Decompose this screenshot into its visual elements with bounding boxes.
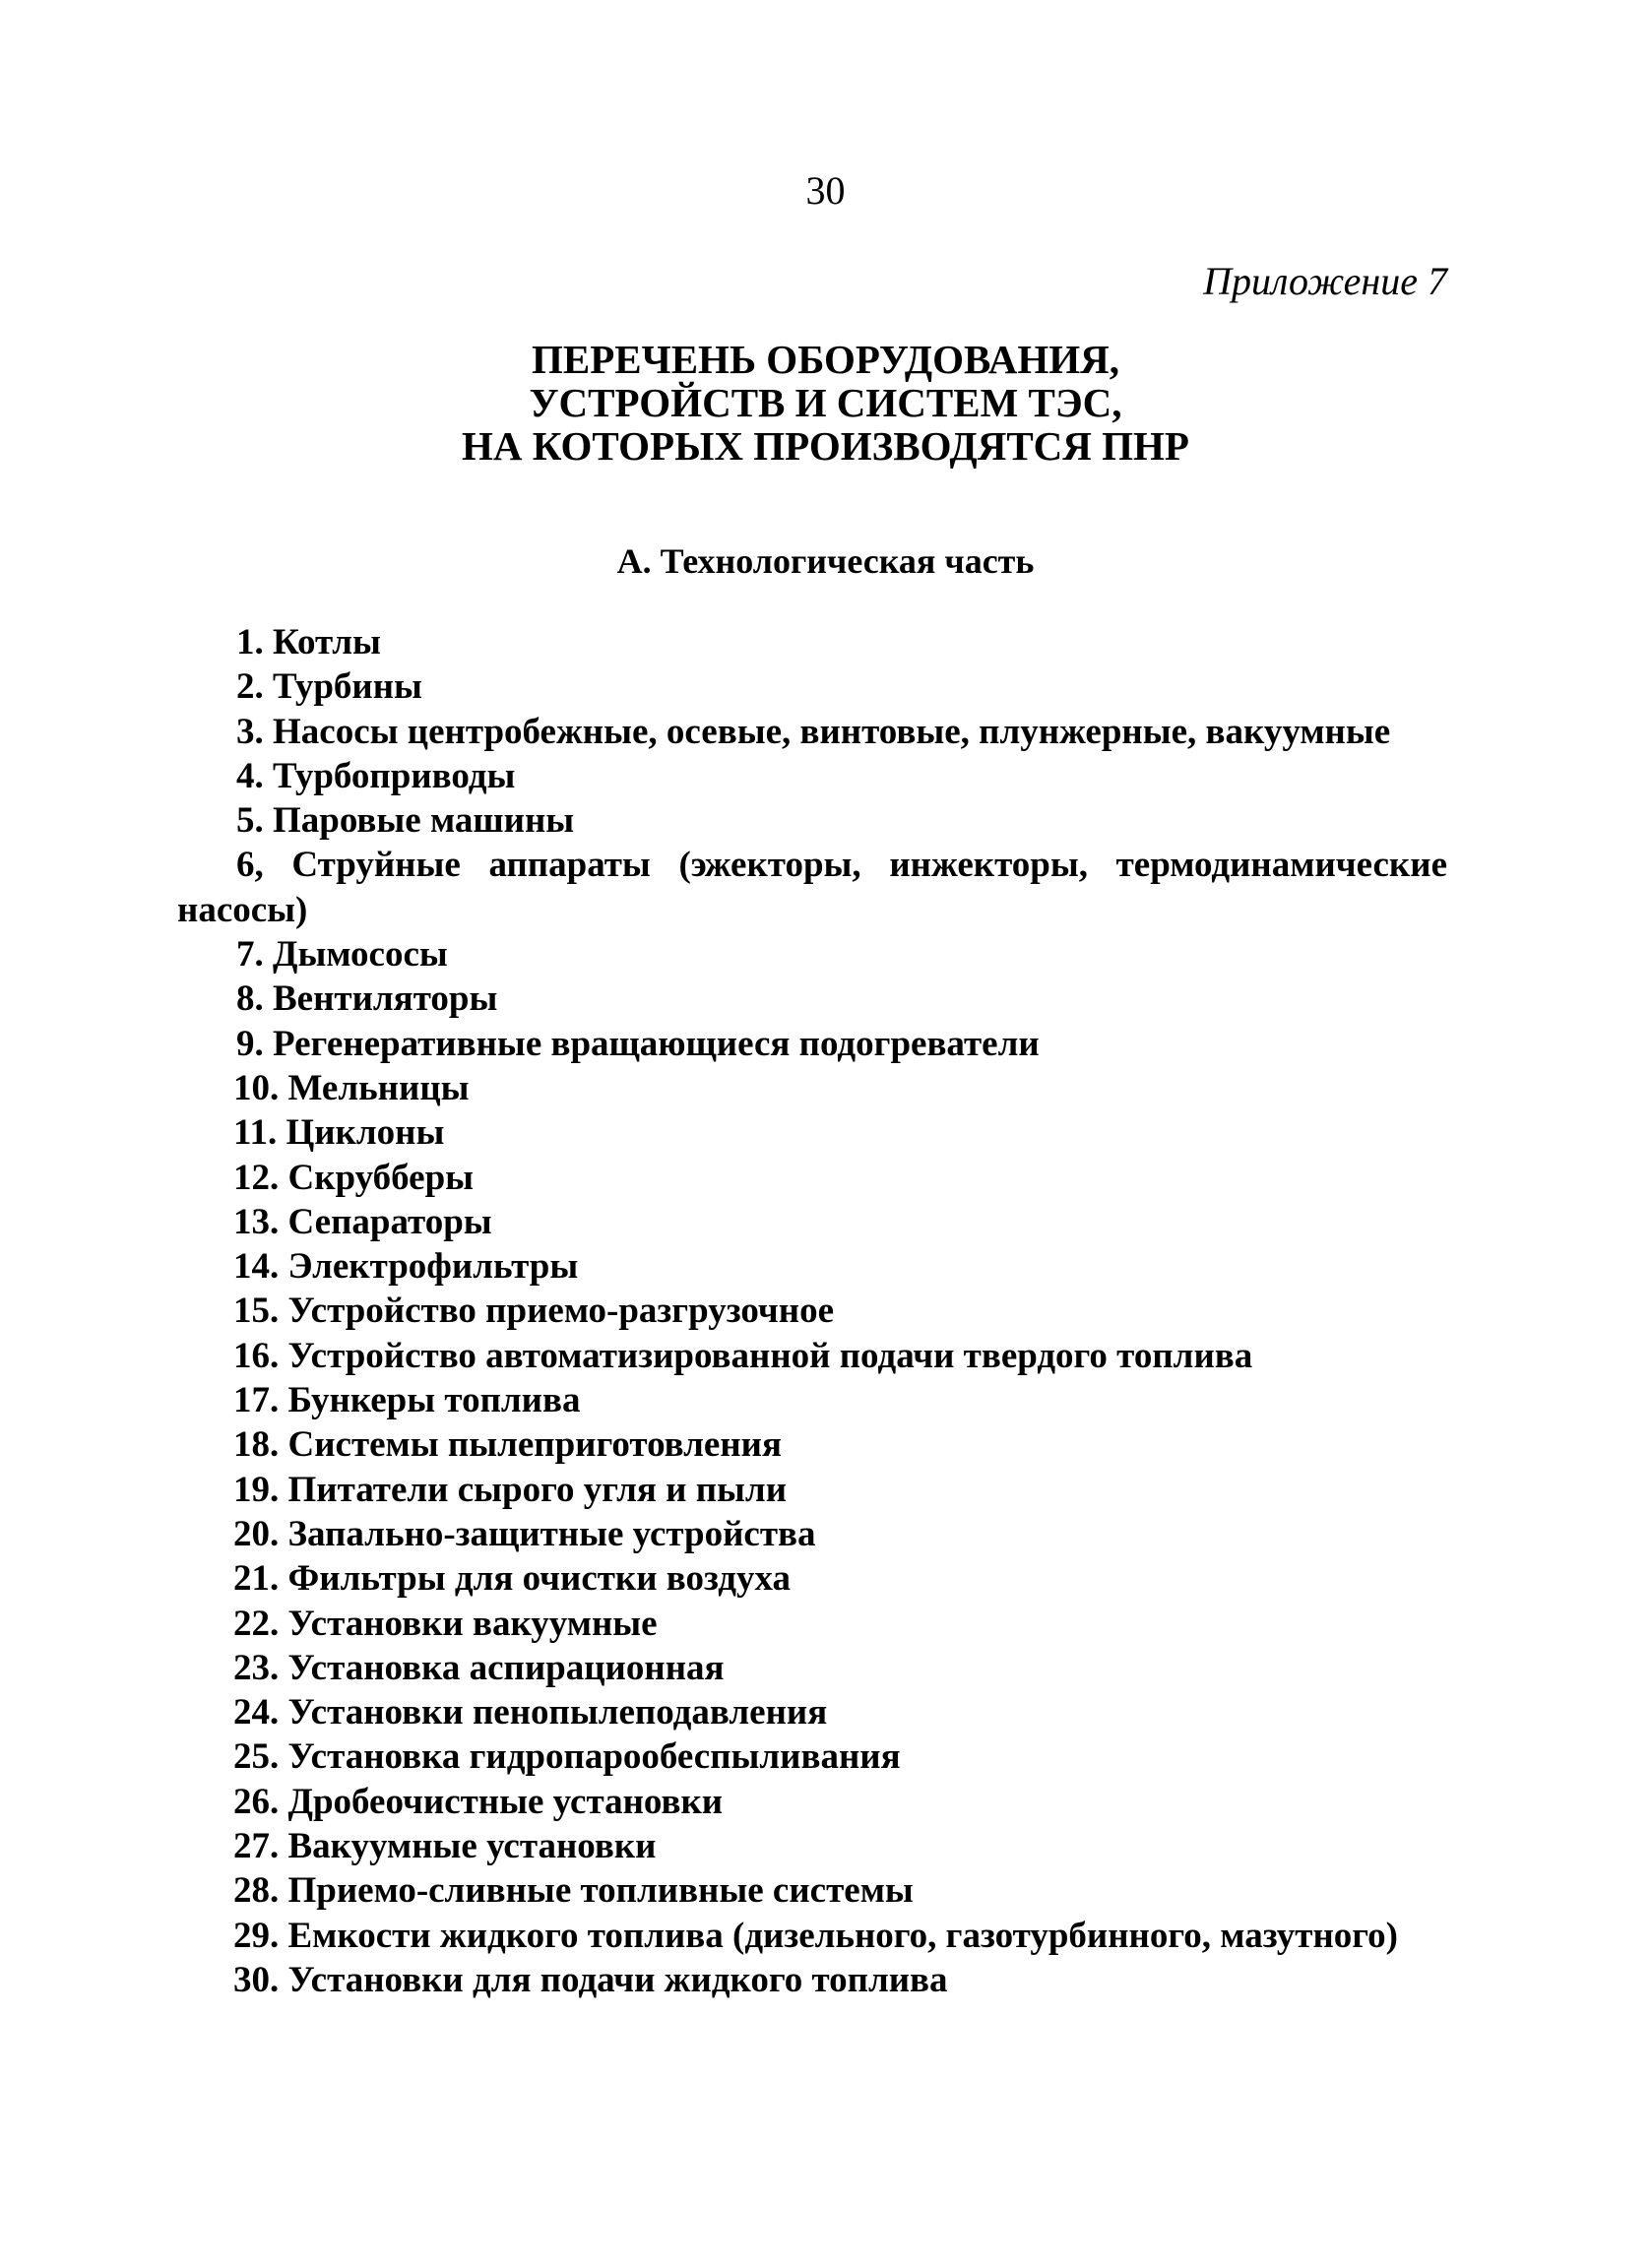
page-number: 30	[805, 168, 846, 213]
equipment-list	[177, 620, 1447, 2002]
list-item: 7. Дымососы	[236, 934, 448, 976]
list-item: 9. Регенеративные вращающиеся подогреватели	[236, 1023, 1040, 1064]
list-item: 3. Насосы центробежные, осевые, винтовые, плунжерные, вакуумные	[236, 711, 1391, 752]
list-item: 20. Запально-защитные устройства	[233, 1513, 816, 1554]
list-item: 21. Фильтры для очистки воздуха	[233, 1558, 791, 1600]
list-item: 14. Электрофильтры	[233, 1246, 579, 1288]
list-item: 4. Турбоприводы	[236, 755, 516, 796]
list-item: 23. Установка аспирационная	[233, 1647, 725, 1688]
list-item: 10. Мельницы	[233, 1067, 470, 1108]
list-item: 8. Вентиляторы	[236, 978, 498, 1020]
list-item: 28. Приемо-сливные топливные системы	[233, 1870, 914, 1912]
title-line: ПЕРЕЧЕНЬ ОБОРУДОВАНИЯ,	[531, 337, 1119, 382]
list-item: 27. Вакуумные установки	[233, 1826, 657, 1867]
section-heading: А. Технологическая часть	[616, 541, 1035, 581]
list-item: 13. Сепараторы	[233, 1201, 492, 1242]
title-line: УСТРОЙСТВ И СИСТЕМ ТЭС,	[529, 380, 1122, 425]
list-item: 16. Устройство автоматизированной подачи твердого топлива	[233, 1335, 1253, 1376]
list-item: 26. Дробеочистные установки	[233, 1781, 724, 1822]
list-item: 17. Бункеры топлива	[233, 1380, 581, 1421]
appendix-label: Приложение 7	[1203, 259, 1447, 303]
list-item: 1. Котлы	[236, 622, 381, 662]
title-line: НА КОТОРЫХ ПРОИЗВОДЯТСЯ ПНР	[462, 423, 1189, 469]
document-title	[0, 338, 1651, 468]
list-item: 24. Установки пенопылеподавления	[233, 1692, 828, 1733]
list-item: 18. Системы пылеприготовления	[233, 1424, 782, 1466]
list-item: 25. Установка гидропарообеспыливания	[233, 1736, 901, 1778]
list-item: 12. Скрубберы	[233, 1157, 475, 1198]
list-item: 15. Устройство приемо-разгрузочное	[233, 1291, 834, 1332]
list-item: 11. Циклоны	[233, 1112, 445, 1154]
list-item: 22. Установки вакуумные	[233, 1603, 658, 1644]
list-item: 29. Емкости жидкого топлива (дизельного, газотурбинного, мазутного)	[233, 1915, 1398, 1956]
list-item: 6, Струйные аппараты (эжекторы, инжекторы, термодинамические насосы)	[177, 845, 1447, 930]
list-item: 19. Питатели сырого угля и пыли	[233, 1469, 788, 1510]
list-item: 5. Паровые машины	[236, 800, 575, 842]
list-item: 2. Турбины	[236, 666, 422, 708]
list-item: 30. Установки для подачи жидкого топлива	[233, 1959, 948, 2000]
